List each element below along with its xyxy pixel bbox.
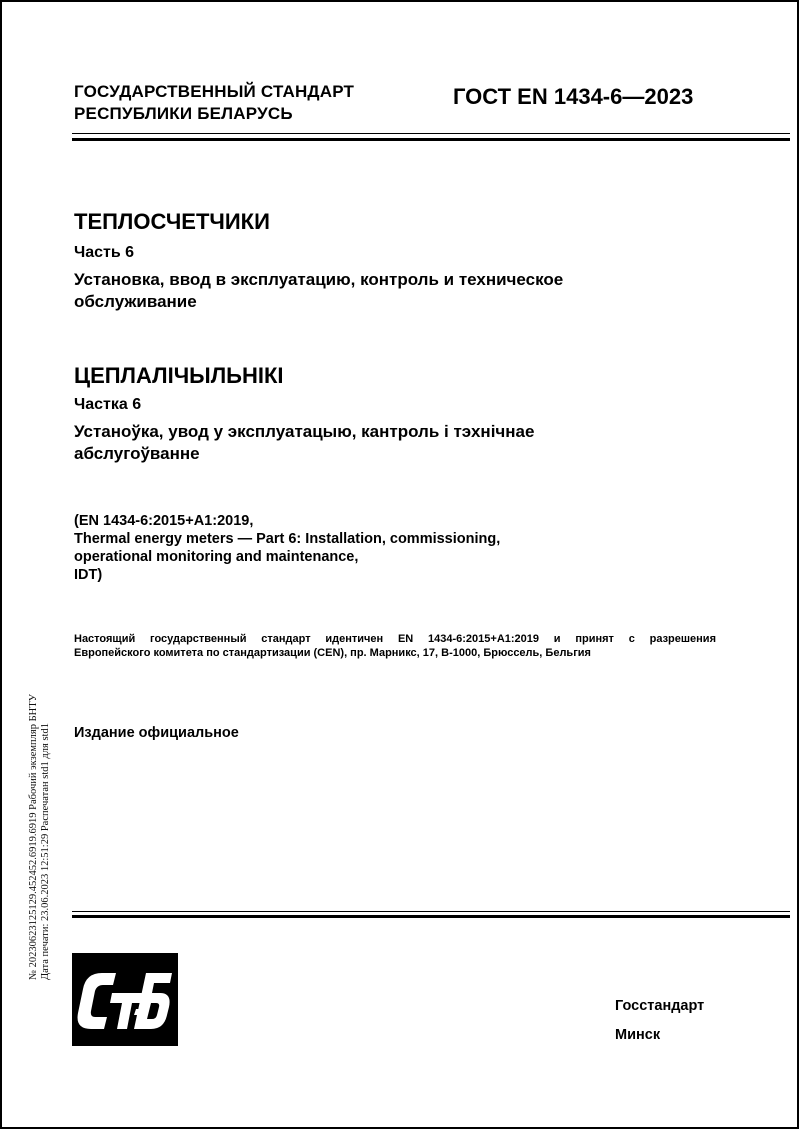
footer-rule-thin bbox=[72, 911, 790, 912]
print-stamp-line-2: Дата печати: 23.06.2023 12:51:29 Распечатан std1 для std1 bbox=[40, 723, 51, 980]
idt-line-4: IDT) bbox=[74, 567, 103, 583]
publisher-city: Минск bbox=[615, 1027, 661, 1043]
idt-line-2: Thermal energy meters — Part 6: Installation, commissioning, bbox=[74, 531, 501, 547]
header-rule-thin bbox=[72, 133, 790, 134]
ru-subtitle-line-1: Установка, ввод в эксплуатацию, контроль и техническое bbox=[74, 270, 564, 289]
notice-line-1: Настоящий государственный стандарт идентичен EN 1434-6:2015+A1:2019 и принят с разрешения bbox=[74, 633, 716, 645]
issuer-block bbox=[74, 81, 354, 125]
ru-part: Часть 6 bbox=[74, 244, 135, 261]
idt-line-1: (EN 1434-6:2015+A1:2019, bbox=[74, 513, 254, 529]
idt-line-3: operational monitoring and maintenance, bbox=[74, 549, 359, 565]
by-subtitle-line-2: абслугоўванне bbox=[74, 444, 200, 463]
adoption-notice bbox=[74, 632, 716, 660]
header-rule-thick bbox=[72, 138, 790, 141]
issuer-line-2: РЕСПУБЛИКИ БЕЛАРУСЬ bbox=[74, 104, 293, 123]
by-subtitle-line-1: Устаноўка, увод у эксплуатацыю, кантроль і тэхнічнае bbox=[74, 422, 535, 441]
identity-reference bbox=[74, 512, 500, 584]
print-stamp-text bbox=[28, 694, 52, 980]
by-subtitle bbox=[74, 421, 674, 465]
publisher-org: Госстандарт bbox=[615, 998, 705, 1014]
standard-designation: ГОСТ EN 1434-6—2023 bbox=[453, 84, 694, 109]
stb-logo-graphic bbox=[72, 953, 178, 1046]
ru-subtitle bbox=[74, 269, 674, 313]
footer-rule-thick bbox=[72, 915, 790, 918]
ru-title: ТЕПЛОСЧЕТЧИКИ bbox=[74, 209, 270, 234]
by-part: Частка 6 bbox=[74, 396, 142, 413]
issuer-line-1: ГОСУДАРСТВЕННЫЙ СТАНДАРТ bbox=[74, 82, 355, 101]
print-stamp-line-1: № 20230623125129.452452.6919.6919 Рабочий экземпляр БНТУ bbox=[28, 693, 39, 980]
ru-subtitle-line-2: обслуживание bbox=[74, 292, 197, 311]
stb-logo-icon bbox=[72, 953, 178, 1046]
edition-label: Издание официальное bbox=[74, 725, 239, 741]
notice-line-2: Европейского комитета по стандартизации (CEN), пр. Марникс, 17, B-1000, Брюссель, Бельгия bbox=[74, 647, 591, 659]
by-title: ЦЕПЛАЛІЧЫЛЬНІКІ bbox=[74, 363, 284, 388]
